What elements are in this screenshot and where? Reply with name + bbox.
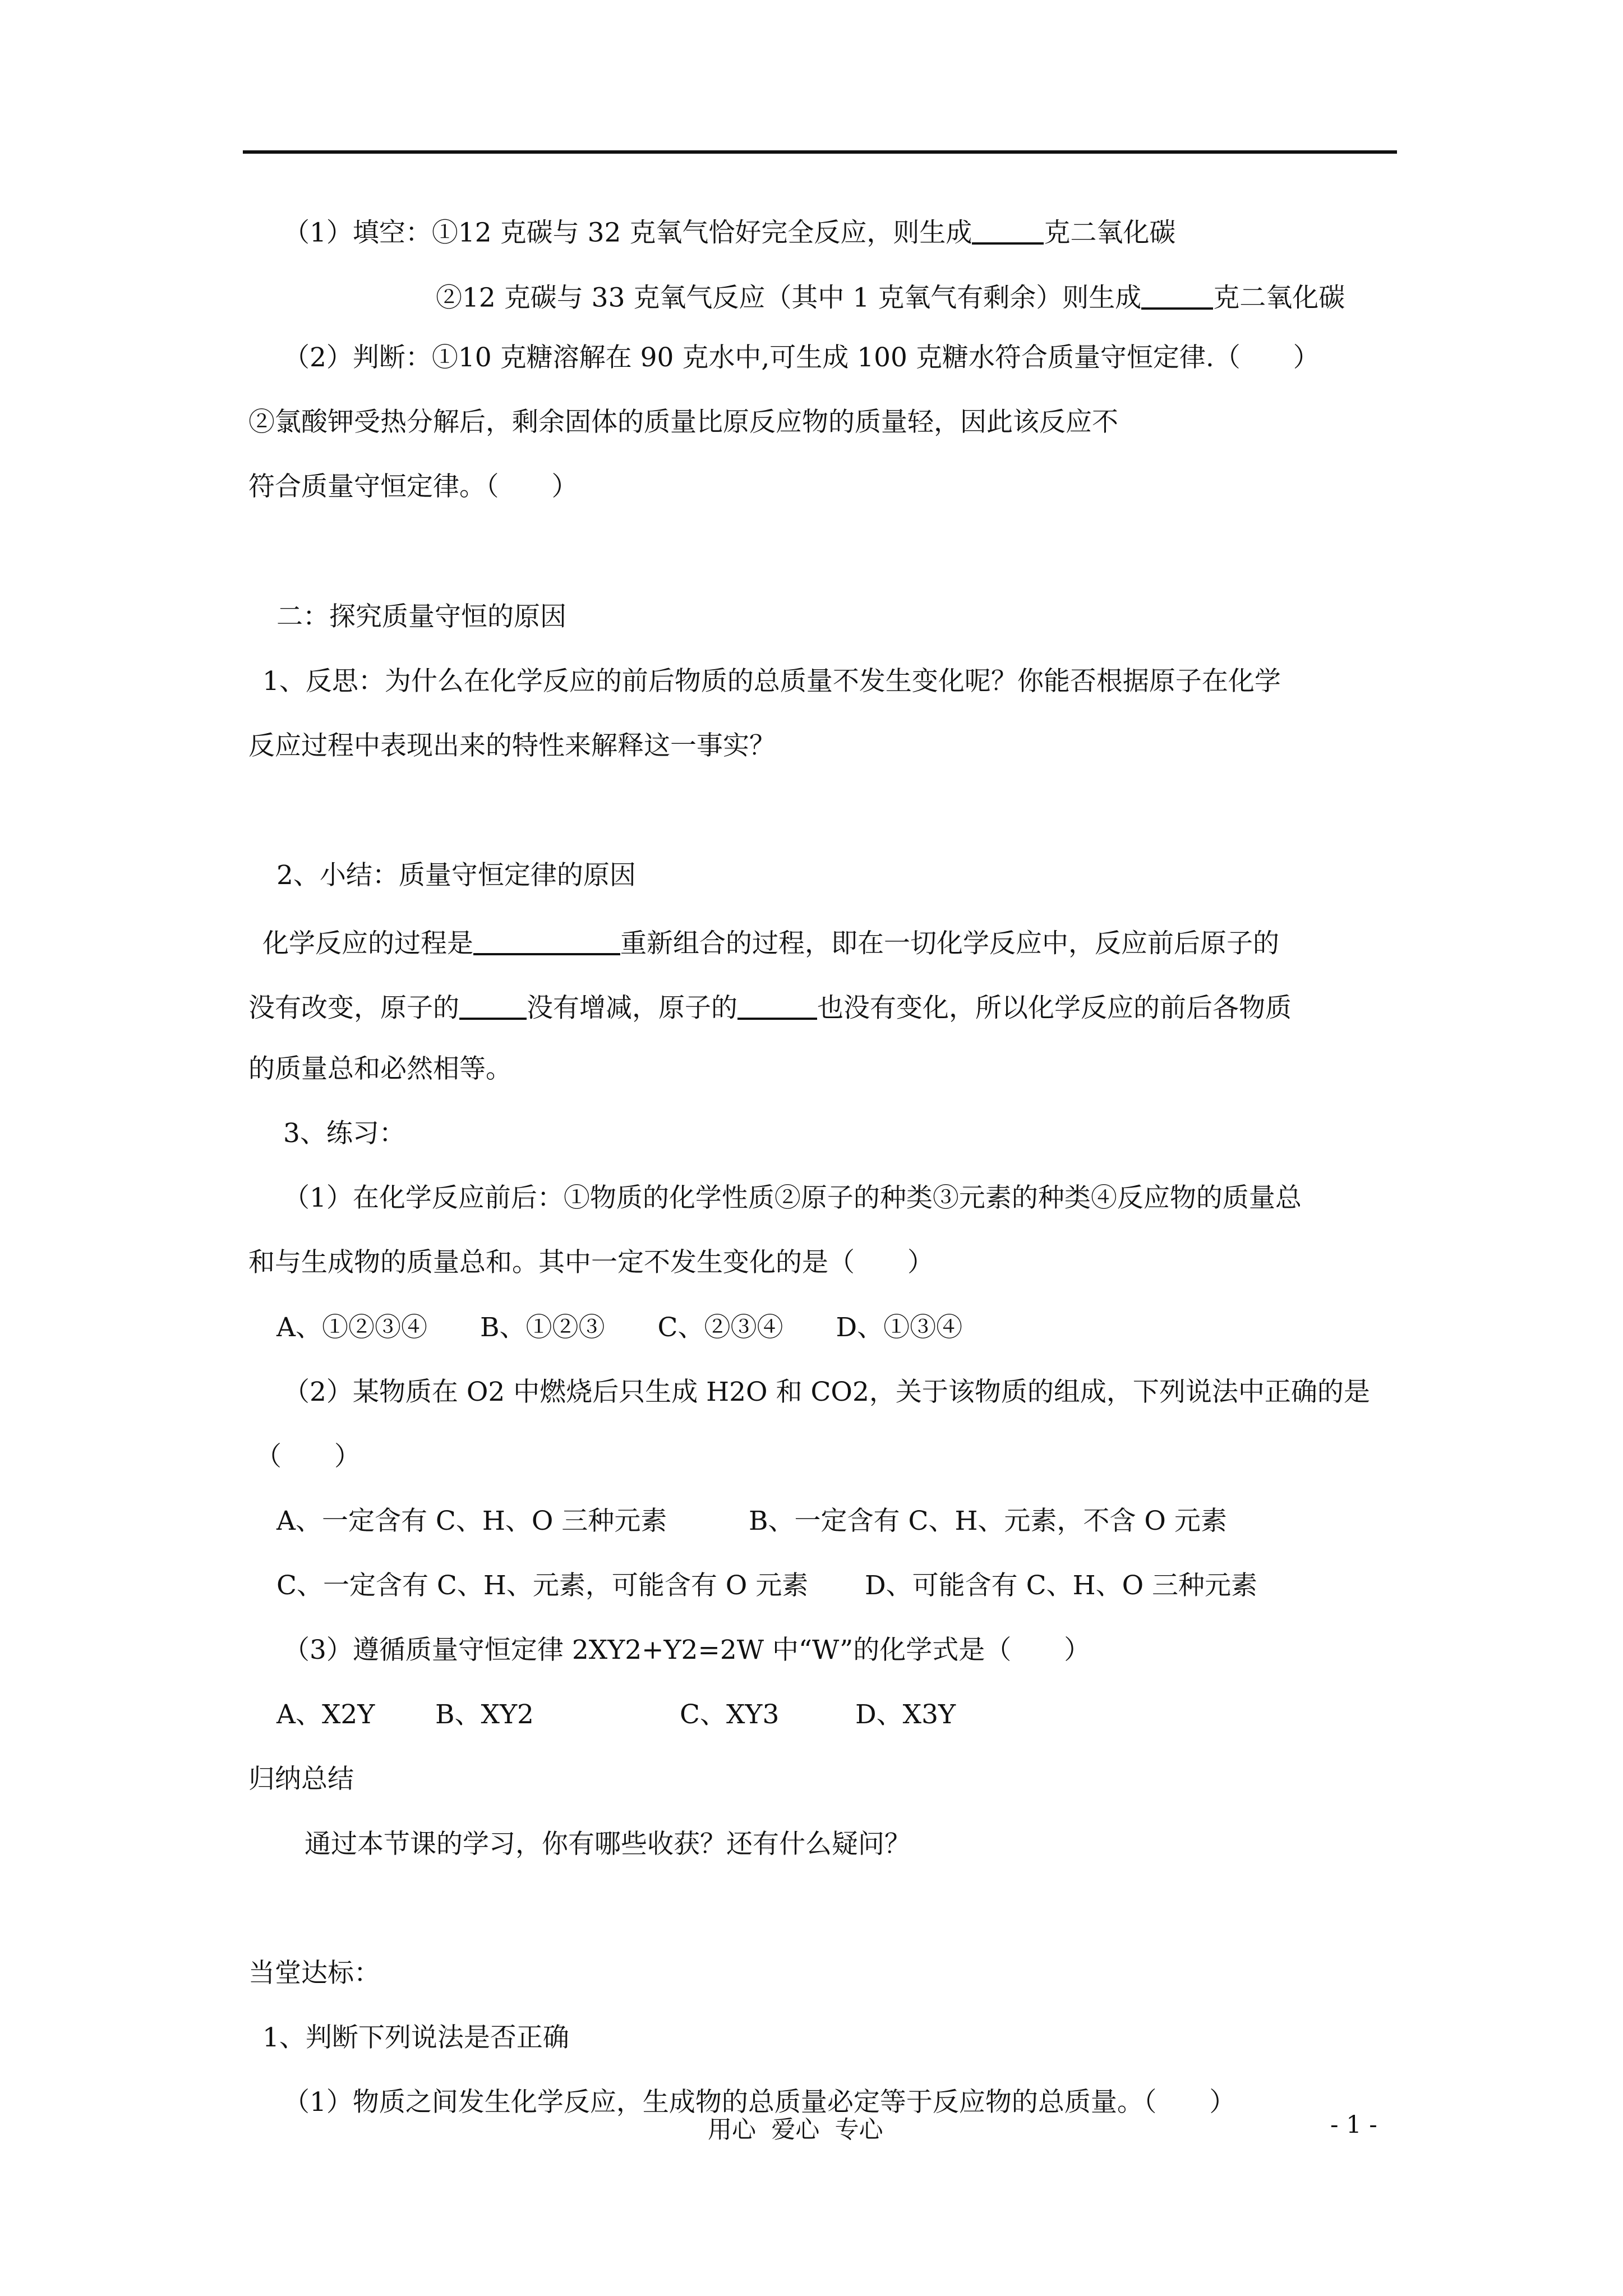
- summary-line-2-mid: 没有增减，原子的: [527, 992, 737, 1024]
- option-a: A、一定含有 C、H、O 三种元素: [276, 1506, 667, 1536]
- test-item-1: 1、判断下列说法是否正确: [262, 2022, 569, 2053]
- footer-slogan: 用心 爱心 专心: [708, 2116, 883, 2144]
- summary-line-1: [262, 927, 1279, 959]
- option-b: B、XY2: [435, 1699, 534, 1730]
- option-d: D、可能含有 C、H、O 三种元素: [865, 1570, 1258, 1601]
- test-item-1-question: （1）物质之间发生化学反应，生成物的总质量必定等于反应物的总质量。（ ）: [283, 2087, 1236, 2118]
- fill-question-1-unit: 克二氧化碳: [1044, 217, 1176, 249]
- judge-question-1: （2）判断：①10 克糖溶解在 90 克水中,可生成 100 克糖水符合质量守恒定律.（ ）: [283, 342, 1320, 373]
- practice-question-3: （3）遵循质量守恒定律 2XY2+Y2=2W 中“W”的化学式是（ ）: [283, 1635, 1091, 1665]
- practice-question-1: （1）在化学反应前后：①物质的化学性质②原子的种类③元素的种类④反应物的质量总: [283, 1182, 1302, 1213]
- fill-question-2-text: ②12 克碳与 33 克氧气反应（其中 1 克氧气有剩余）则生成: [436, 282, 1142, 314]
- summary-section-heading: 归纳总结: [248, 1764, 354, 1795]
- practice-heading: 3、练习：: [283, 1118, 405, 1149]
- summary-heading: 2、小结：质量守恒定律的原因: [276, 860, 636, 891]
- answer-blank[interactable]: [972, 216, 1044, 245]
- option-c: C、XY3: [680, 1699, 780, 1730]
- option-b: B、一定含有 C、H、元素，不含 O 元素: [749, 1506, 1227, 1536]
- option-c: C、一定含有 C、H、元素，可能含有 O 元素: [276, 1570, 809, 1601]
- practice-question-1-cont: 和与生成物的质量总和。其中一定不发生变化的是（ ）: [248, 1247, 934, 1278]
- header-rule: [243, 150, 1397, 154]
- summary-line-2-rest: 也没有变化，所以化学反应的前后各物质: [817, 992, 1292, 1024]
- summary-line-1-rest: 重新组合的过程，即在一切化学反应中，反应前后原子的: [620, 928, 1279, 959]
- fill-question-1-text: （1）填空：①12 克碳与 32 克氧气恰好完全反应，则生成: [283, 217, 972, 249]
- practice-question-1-options: A、①②③④ B、①②③ C、②③④ D、①③④: [276, 1312, 963, 1343]
- option-d: D、X3Y: [855, 1699, 956, 1730]
- practice-question-2-cont: （ ）: [255, 1441, 361, 1472]
- judge-question-2-cont: 符合质量守恒定律。（ ）: [248, 471, 578, 502]
- answer-blank[interactable]: [737, 991, 817, 1020]
- test-heading: 当堂达标：: [248, 1958, 380, 1989]
- answer-blank[interactable]: [459, 991, 527, 1020]
- reflect-text: 1、反思：为什么在化学反应的前后物质的总质量不发生变化呢？你能否根据原子在化学: [262, 666, 1281, 697]
- practice-question-2: （2）某物质在 O2 中燃烧后只生成 H2O 和 CO2，关于该物质的组成，下列说法中正确的是: [283, 1377, 1370, 1407]
- summary-line-1-text: 化学反应的过程是: [262, 928, 473, 959]
- section-heading: 二：探究质量守恒的原因: [276, 601, 566, 632]
- summary-line-3: 的质量总和必然相等。: [248, 1053, 512, 1084]
- reflect-text-cont: 反应过程中表现出来的特性来解释这一事实？: [248, 730, 776, 761]
- answer-blank[interactable]: [473, 927, 620, 955]
- answer-blank[interactable]: [1141, 281, 1213, 310]
- fill-question-2: [436, 281, 1345, 314]
- summary-prompt: 通过本节课的学习，你有哪些收获？还有什么疑问？: [305, 1829, 911, 1860]
- option-a: A、X2Y: [276, 1699, 375, 1730]
- fill-question-1: [283, 216, 1176, 249]
- summary-line-2: [248, 991, 1292, 1024]
- page-number: - 1 -: [1330, 2111, 1377, 2139]
- judge-question-2: ②氯酸钾受热分解后，剩余固体的质量比原反应物的质量轻，因此该反应不: [248, 407, 1118, 438]
- summary-line-2-text: 没有改变，原子的: [248, 992, 459, 1024]
- fill-question-2-unit: 克二氧化碳: [1213, 282, 1345, 314]
